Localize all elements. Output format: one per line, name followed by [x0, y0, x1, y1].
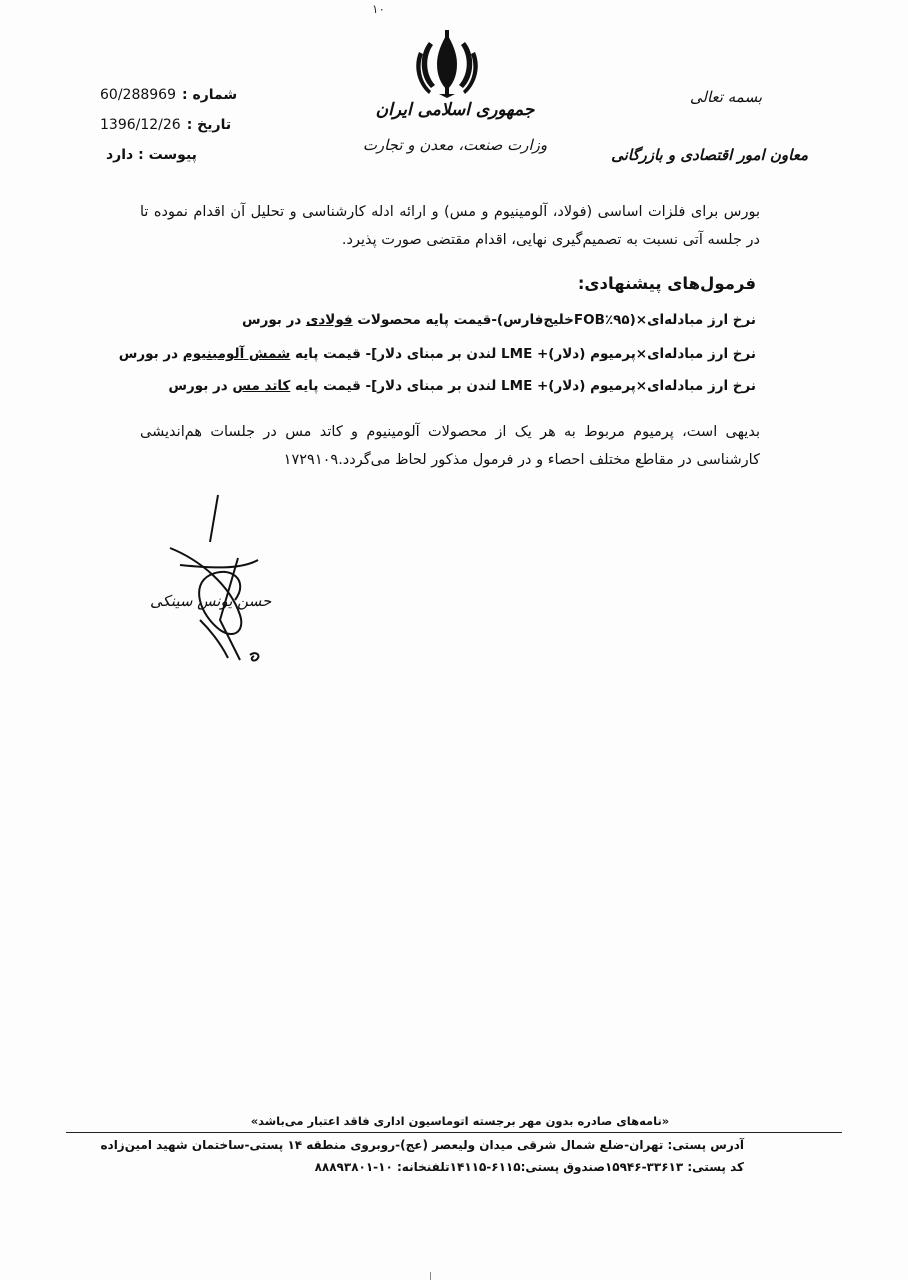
paragraph-2: بدیهی است، پرمیوم مربوط به هر یک از محصولات آلومینیوم و کاتد مس در جلسات هم‌اندیشی کارشناسی در مقاطع مختلف احصاء و در فرمول مذکور لحاظ می‌گردد.۱۷۲۹۱۰۹ [140, 424, 760, 468]
footer-address: آدرس پستی: تهران-ضلع شمال شرقی میدان ولیعصر (عج)-روبروی منطقه ۱۴ پستی-ساختمان شهید امین‌زاده [100, 1138, 744, 1152]
date-label: تاریخ : [186, 117, 232, 133]
formulas-heading: فرمول‌های پیشنهادی: [577, 274, 756, 293]
attachment-label: پیوست : دارد [106, 147, 197, 163]
formula-steel-a: نرخ ارز مبادله‌ای×(۹۵٪FOBخلیج‌فارس)-قیمت پایه محصولات [352, 312, 756, 328]
footer-divider [66, 1132, 842, 1133]
formula-aluminium [119, 346, 756, 362]
footer-contact: کد پستی: ۳۳۶۱۳-۱۵۹۴۶صندوق پستی:۶۱۱۵-۱۴۱۱۵تلفنخانه: ۱۰-۸۸۸۹۳۸۰۱ [314, 1160, 744, 1174]
republic-title: جمهوری اسلامی ایران [375, 100, 535, 120]
date-value: 1396/12/26 [100, 117, 181, 133]
iran-emblem-icon [415, 30, 479, 98]
top-mark: ۱۰ [372, 2, 385, 16]
formula-aluminium-a: نرخ ارز مبادله‌ای×پرمیوم (دلار)+ LME لندن بر مبنای دلار]- قیمت پایه [290, 346, 756, 362]
number-label: شماره : [181, 87, 238, 103]
formula-steel-b: در بورس [241, 312, 306, 328]
number-value: 60/288969 [100, 87, 176, 103]
formula-steel [242, 312, 756, 328]
formula-copper-product: کاتد مس [232, 378, 291, 394]
formula-aluminium-b: در بورس [118, 346, 183, 362]
formula-copper-b: در بورس [168, 378, 233, 394]
formula-copper-a: نرخ ارز مبادله‌ای×پرمیوم (دلار)+ LME لندن بر مبنای دلار]- قیمت پایه [290, 378, 756, 394]
formula-aluminium-product: شمش آلومینیوم [182, 346, 291, 362]
signer-name: حسن یونس سینکی [150, 592, 272, 610]
bottom-tick [430, 1272, 431, 1280]
letter-meta [100, 80, 250, 170]
footer-note: «نامه‌های صادره بدون مهر برجسته اتوماسیون اداری فاقد اعتبار می‌باشد» [250, 1114, 670, 1128]
paragraph-1: بورس برای فلزات اساسی (فولاد، آلومینیوم و مس) و ارائه ادله کارشناسی و تحلیل آن اقدام نموده تا در جلسه آتی نسبت به تصمیم‌گیری نهایی، اقدام مقتضی صورت پذیرد. [140, 204, 760, 248]
ministry-title: وزارت صنعت، معدن و تجارت [362, 136, 548, 154]
basmala: بسمه تعالی [689, 88, 762, 106]
formula-copper [168, 378, 756, 394]
signature-scribble [140, 490, 290, 670]
ministry-header [360, 100, 550, 154]
formula-steel-product: فولادی [305, 312, 353, 328]
deputy-title: معاون امور اقتصادی و بازرگانی [611, 146, 808, 164]
